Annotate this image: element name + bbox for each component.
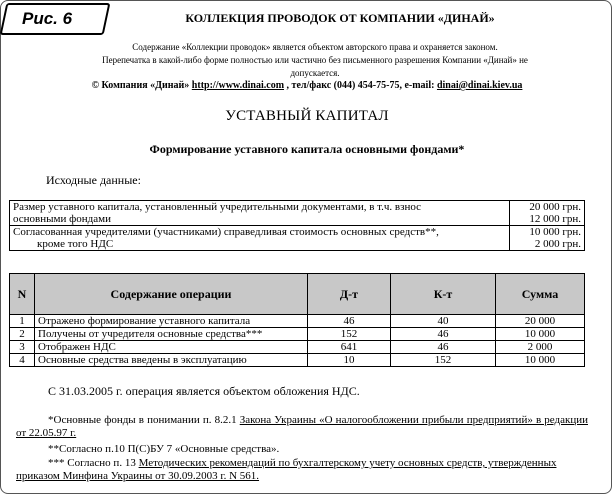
copyright-prefix: © Компания «Динай» [91, 80, 190, 91]
row-content: Получены от учредителя основные средства*** [35, 328, 308, 341]
row-sum: 10 000 [496, 354, 585, 367]
contacts-line [0, 80, 614, 91]
col-content-header: Содержание операции [35, 274, 308, 315]
col-credit-header: К-т [391, 274, 496, 315]
site-link[interactable]: http://www.dinai.com [191, 80, 285, 91]
notice-line-2: Перепечатка в какой-либо форме полностью или частично без письменного разрешения Компании «Динай» не [102, 55, 528, 65]
input-value [510, 226, 585, 251]
input-value [510, 201, 585, 226]
input-desc-line: кроме того НДС [37, 238, 114, 250]
footnote-3 [16, 457, 588, 483]
table-row [10, 341, 585, 354]
input-value-line: 10 000 грн. [529, 226, 581, 238]
figure-label: Рис. 6 [22, 9, 73, 28]
notice-line-1: Содержание «Коллекции проводок» является объектом авторского права и охраняется законом. [132, 42, 498, 52]
row-n: 4 [10, 354, 35, 367]
col-n-header: N [10, 274, 35, 315]
operations-table [9, 273, 585, 367]
input-data-table [9, 200, 585, 251]
row-debit: 46 [308, 315, 391, 328]
table-row [10, 328, 585, 341]
row-credit: 46 [391, 328, 496, 341]
table-row [10, 354, 585, 367]
table-row [10, 315, 585, 328]
row-sum: 20 000 [496, 315, 585, 328]
header-row [10, 274, 585, 315]
col-sum-header: Сумма [496, 274, 585, 315]
input-row [10, 226, 585, 251]
input-value-line: 12 000 грн. [529, 213, 581, 225]
input-row [10, 201, 585, 226]
row-n: 3 [10, 341, 35, 354]
phone-text: , тел/факс (044) 454-75-75, e-mail: [286, 80, 435, 91]
footnote-3-prefix: *** Согласно п. 13 [48, 457, 136, 469]
given-label: Исходные данные: [46, 173, 141, 187]
row-content: Отражено формирование уставного капитала [35, 315, 308, 328]
footnote-3-link[interactable]: Методических рекомендаций по бухгалтерскому учету основных средств, утвержденных приказом Минфина Украины от 30.09.2003 г. N 561. [16, 457, 557, 482]
email-link[interactable]: dinai@dinai.kiev.ua [436, 80, 523, 91]
row-sum: 10 000 [496, 328, 585, 341]
subtitle: Формирование уставного капитала основными фондами* [149, 142, 465, 156]
notice-line-3: допускается. [290, 68, 340, 78]
input-desc-line: основными фондами [13, 213, 111, 225]
row-n: 2 [10, 328, 35, 341]
input-desc [10, 201, 510, 226]
col-debit-header: Д-т [308, 274, 391, 315]
input-desc-line: Согласованная учредителями (участниками) справедливая стоимость основных средств**, [13, 226, 439, 238]
input-value-line: 20 000 грн. [529, 201, 581, 213]
row-debit: 10 [308, 354, 391, 367]
input-value-line: 2 000 грн. [534, 238, 581, 250]
footnote-1-prefix: *Основные фонды в понимании п. 8.2.1 [48, 414, 237, 426]
collection-title: КОЛЛЕКЦИЯ ПРОВОДОК ОТ КОМПАНИИ «ДИНАЙ» [185, 11, 495, 25]
footnote-1-link[interactable]: Закона Украины «О налогообложении прибыли предприятий» в редакции от 22.05.97 г. [16, 414, 588, 439]
row-debit: 152 [308, 328, 391, 341]
row-credit: 46 [391, 341, 496, 354]
row-sum: 2 000 [496, 341, 585, 354]
row-content: Основные средства введены в эксплуатацию [35, 354, 308, 367]
vat-note: С 31.03.2005 г. операция является объектом обложения НДС. [48, 384, 360, 398]
row-credit: 152 [391, 354, 496, 367]
row-n: 1 [10, 315, 35, 328]
input-desc-line: Размер уставного капитала, установленный учредительными документами, в т.ч. взнос [13, 201, 422, 213]
copyright-notice [20, 41, 610, 80]
input-desc [10, 226, 510, 251]
footnote-2: **Согласно п.10 П(С)БУ 7 «Основные средства». [48, 443, 280, 455]
row-debit: 641 [308, 341, 391, 354]
section-title: УСТАВНЫЙ КАПИТАЛ [225, 108, 389, 124]
footnote-1 [16, 414, 588, 440]
row-content: Отображен НДС [35, 341, 308, 354]
row-credit: 40 [391, 315, 496, 328]
